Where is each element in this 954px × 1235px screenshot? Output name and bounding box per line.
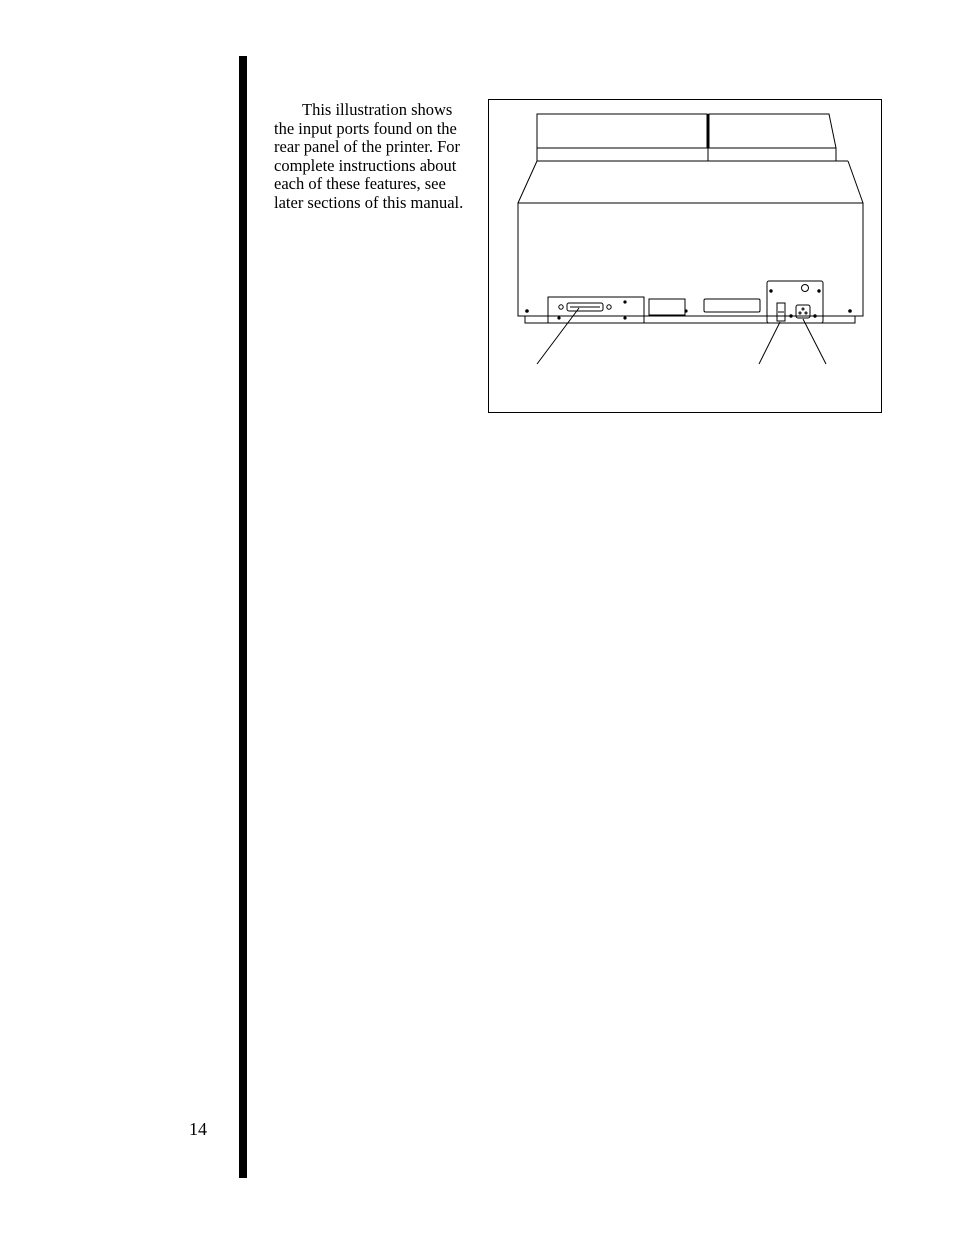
- interface-plate: [548, 297, 644, 323]
- power-module-indicator: [802, 285, 809, 292]
- connector-screw-right: [607, 305, 611, 309]
- rear-panel-figure: [488, 99, 882, 413]
- page-number: 14: [189, 1119, 207, 1139]
- printer-body: [518, 203, 863, 316]
- leader-line-switch: [759, 322, 780, 364]
- body-slope-left: [518, 161, 537, 203]
- connector-screw-left: [559, 305, 563, 309]
- label-plate-small: [649, 299, 685, 315]
- lid-panel-left: [537, 114, 707, 148]
- label-plate-large: [704, 299, 760, 312]
- printer-rear-panel-illustration: [489, 100, 883, 414]
- lid-panel-right: [709, 114, 836, 148]
- margin-bar: [239, 56, 247, 1178]
- body-slope-right: [848, 161, 863, 203]
- caption-text: This illustration shows the input ports found on the rear panel of the printer. For complete instructions about each of these features, see later sections of this manual.: [274, 100, 464, 212]
- printer-base: [525, 316, 855, 323]
- leader-line-power: [803, 319, 826, 364]
- figure-caption: [274, 101, 464, 213]
